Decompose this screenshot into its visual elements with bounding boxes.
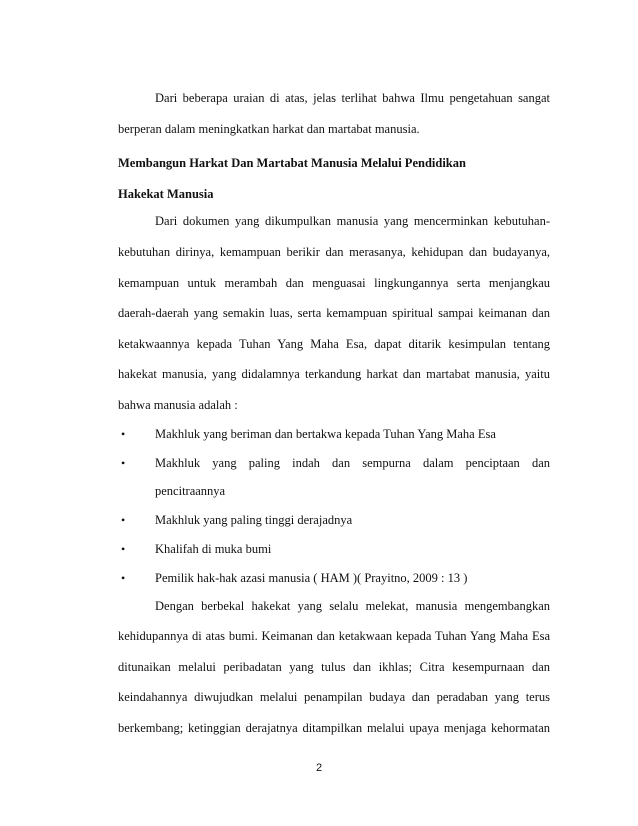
paragraph-line: Dari beberapa uraian di atas, jelas terlihat bahwa Ilmu pengetahuan sangat — [155, 91, 550, 105]
list-item: Khalifah di muka bumi — [155, 542, 272, 556]
paragraph-line: ketakwaannya kepada Tuhan Yang Maha Esa, dapat ditarik kesimpulan tentang — [118, 337, 550, 351]
list-item: Makhluk yang beriman dan bertakwa kepada Tuhan Yang Maha Esa — [155, 427, 496, 441]
paragraph-line: bahwa manusia adalah : — [118, 398, 238, 412]
bullet-icon: • — [121, 571, 126, 585]
paragraph-line: kehidupannya di atas bumi. Keimanan dan ketakwaan kepada Tuhan Yang Maha Esa — [118, 629, 550, 643]
list-item-continuation: pencitraannya — [155, 484, 226, 498]
paragraph-line: Dengan berbekal hakekat yang selalu melekat, manusia mengembangkan — [155, 599, 550, 613]
bullet-icon: • — [121, 513, 126, 527]
list-item: Makhluk yang paling indah dan sempurna dalam penciptaan dan — [155, 456, 550, 470]
paragraph-line: Dari dokumen yang dikumpulkan manusia yang mencerminkan kebutuhan- — [155, 214, 550, 228]
paragraph-line: ditunaikan melalui peribadatan yang tulus dan ikhlas; Citra kesempurnaan dan — [118, 660, 550, 674]
paragraph-line: kemampuan untuk merambah dan menguasai lingkungannya serta menjangkau — [118, 276, 550, 290]
paragraph-line: keindahannya diwujudkan melalui penampilan budaya dan peradaban yang terus — [118, 690, 550, 704]
paragraph-line: daerah-daerah yang semakin luas, serta kemampuan spiritual sampai keimanan dan — [118, 306, 550, 320]
paragraph-line: kebutuhan dirinya, kemampuan berikir dan merasanya, kehidupan dan budayanya, — [118, 245, 550, 259]
list-item: Pemilik hak-hak azasi manusia ( HAM )( Prayitno, 2009 : 13 ) — [155, 571, 468, 585]
paragraph-line: berperan dalam meningkatkan harkat dan martabat manusia. — [118, 122, 420, 136]
subsection-heading: Hakekat Manusia — [118, 187, 214, 201]
list-item: Makhluk yang paling tinggi derajadnya — [155, 513, 353, 527]
bullet-icon: • — [121, 456, 126, 470]
bullet-icon: • — [121, 427, 126, 441]
section-heading: Membangun Harkat Dan Martabat Manusia Melalui Pendidikan — [118, 156, 466, 170]
paragraph-line: berkembang; ketinggian derajatnya ditampilkan melalui upaya menjaga kehormatan — [118, 721, 550, 735]
page-number: 2 — [315, 762, 323, 774]
paragraph-line: hakekat manusia, yang didalamnya terkandung harkat dan martabat manusia, yaitu — [118, 367, 550, 381]
bullet-icon: • — [121, 542, 126, 556]
